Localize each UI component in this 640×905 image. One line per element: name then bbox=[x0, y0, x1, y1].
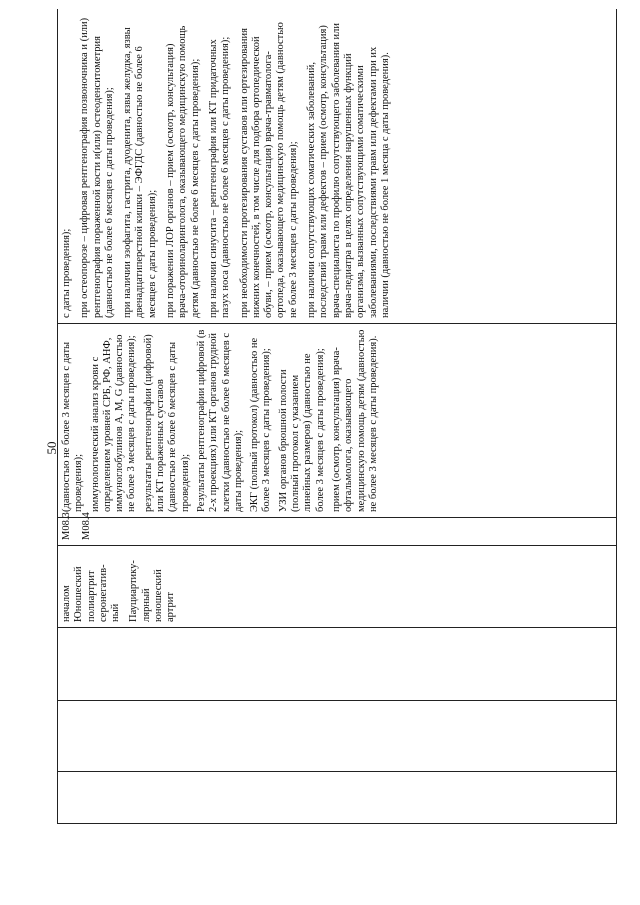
rotated-page bbox=[57, 9, 617, 824]
study-item: результаты рентгенографии (цифровой) или КТ пораженных суставов (давностью не более 6 месяцев с даты проведения); bbox=[142, 334, 191, 512]
empty-cell-3 bbox=[58, 628, 617, 701]
study-item: прием (осмотр, консультация) врача-офтальмолога, оказывающего медицинскую помощь детям (давностью не более 3 месяцев с даты проведения). bbox=[330, 329, 379, 512]
document-sheet bbox=[57, 9, 617, 824]
empty-cell-2 bbox=[58, 701, 617, 772]
condition-item: при поражении ЛОР органов – прием (осмотр, консультация) врача-оториноларинголога, оказывающего медицинскую помощь детям (давностью не более 6 месяцев с даты проведения); bbox=[165, 25, 201, 318]
requirements-table bbox=[57, 9, 617, 824]
study-item: УЗИ органов брюшной полости (полный протокол с указанием линейных размеров) (давностью не более 3 месяцев с даты проведения); bbox=[277, 348, 326, 512]
diagnosis-cell bbox=[58, 546, 617, 628]
diagnosis-continuation: началом bbox=[61, 585, 72, 622]
condition-item: при наличии эзофагита, гастрита, дуоденита, язвы желудка, язвы двенадцатиперстной кишки – ЭФГДС (давностью не более 6 месяцев с даты проведения); bbox=[122, 27, 158, 318]
code-cell bbox=[58, 512, 617, 546]
study-item: Результаты рентгенографии цифровой (в 2-х проекциях) или КТ органов грудной клетки (давностью не более 6 месяцев с даты проведения); bbox=[195, 329, 244, 512]
empty-cell-1 bbox=[58, 772, 617, 824]
condition-item: с даты проведения); bbox=[61, 228, 72, 318]
table-row bbox=[58, 9, 617, 824]
diagnosis-pauciarticular: Пауциартику-лярный юношеский артрит bbox=[128, 560, 177, 622]
code-m08-3: М08.3 bbox=[61, 512, 72, 540]
diagnosis-polyarthritis: Юношеский полиартрит серонегатив-ный bbox=[73, 564, 122, 622]
page-number: 50 bbox=[44, 441, 59, 455]
studies-cell bbox=[58, 324, 617, 518]
condition-item: при остеопорозе – цифровая рентгенография позвоночника и (или) рентгенография пораженной кости и(или) остеоденситометрия (давностью не более 6 месяцев с даты проведения); bbox=[79, 17, 115, 318]
condition-item: при необходимости протезирования суставов или ортезирования нижних конечностей, в том числе для подбора ортопедической обуви, – прием (осмотр, консультация) врача-травматолога-ортопеда, оказывающего медицинскую помощь детям (давностью не более 3 месяцев с даты проведения); bbox=[238, 22, 299, 318]
conditions-cell bbox=[58, 9, 617, 324]
condition-item: при наличии сопутствующих соматических заболеваний, последствий травм или дефектов – прием (осмотр, консультация) врача-специалиста по профилю сопутствующего заболевания или врача-педиатра в целях определения нарушенных функций организма, вызванных сопутствующими соматическими заболеваниями, последствиями травм или дефектами при их наличии (давностью не более 1 месяца с даты проведения). bbox=[306, 23, 391, 318]
code-m08-4: М08.4 bbox=[81, 512, 93, 540]
condition-item: при наличии синусита – рентгенография или КТ придаточных пазух носа (давностью не более 6 месяцев с даты проведения); bbox=[207, 36, 232, 318]
study-item: (давностью не более 3 месяцев с даты проведения); bbox=[61, 341, 85, 512]
study-item: иммунологический анализ крови с определением уровней СРБ, РФ, АНФ, иммуноглобулинов А, М, G (давностью не более 3 месяцев с даты проведения); bbox=[89, 334, 138, 512]
study-item: ЭКГ (полный протокол) (давностью не более 3 месяцев с даты проведения); bbox=[249, 337, 273, 512]
